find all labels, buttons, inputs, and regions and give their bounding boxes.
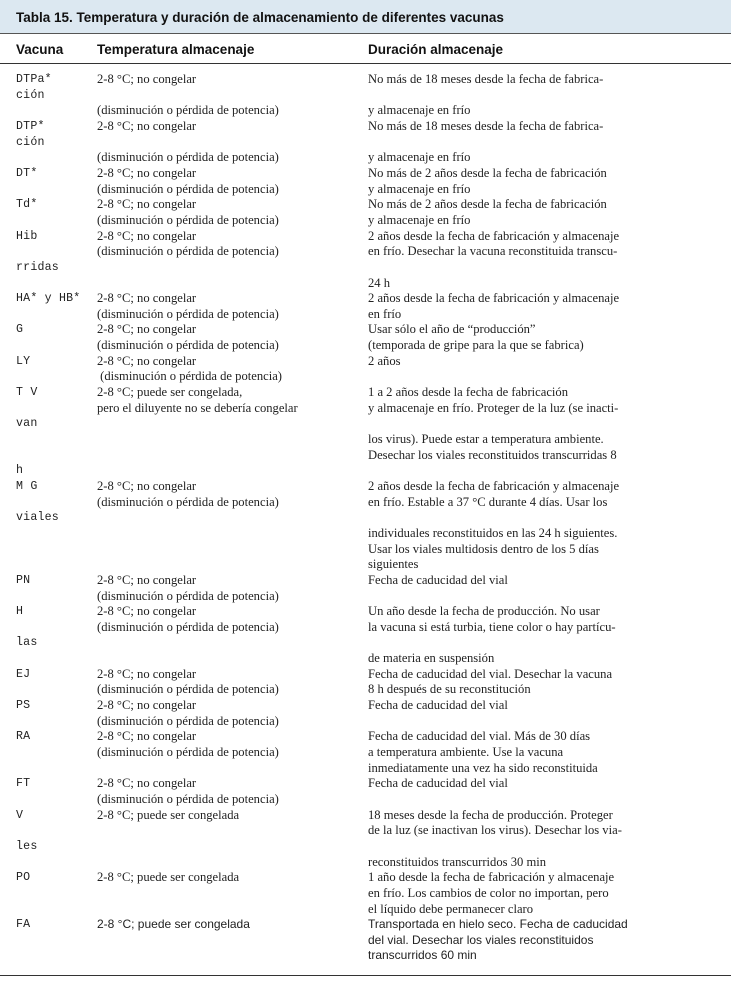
cell-temperatura: (disminución o pérdida de potencia): [97, 244, 279, 259]
cell-duracion: del vial. Desechar los viales reconstituidos: [368, 932, 594, 947]
cell-temperatura: 2-8 °C; no congelar: [97, 572, 197, 587]
table-title: Tabla 15. Temperatura y duración de almacenamiento de diferentes vacunas: [16, 10, 504, 25]
cell-vacuna: ción: [16, 88, 45, 102]
cell-temperatura: (disminución o pérdida de potencia): [97, 713, 279, 728]
cell-vacuna: las: [16, 636, 38, 650]
cell-temperatura: (disminución o pérdida de potencia): [97, 338, 279, 353]
cell-duracion: y almacenaje en frío: [368, 181, 471, 196]
cell-temperatura: (disminución o pérdida de potencia): [97, 791, 279, 806]
cell-vacuna: rridas: [16, 260, 59, 274]
cell-duracion: 1 año desde la fecha de fabricación y almacenaje: [368, 870, 615, 885]
cell-duracion: a temperatura ambiente. Use la vacuna: [368, 745, 564, 759]
cell-temperatura: 2-8 °C; no congelar: [97, 72, 197, 86]
cell-temperatura: (disminución o pérdida de potencia): [97, 150, 279, 165]
cell-duracion: 1 a 2 años desde la fecha de fabricación: [368, 385, 568, 399]
cell-duracion: en frío: [368, 306, 402, 321]
cell-duracion: Fecha de caducidad del vial. Más de 30 días: [368, 729, 591, 744]
cell-duracion: Fecha de caducidad del vial: [368, 776, 508, 791]
cell-duracion: (temporada de gripe para la que se fabrica): [368, 338, 584, 353]
cell-temperatura: 2-8 °C; no congelar: [97, 776, 197, 791]
cell-duracion: en frío. Estable a 37 °C durante 4 días. Usar los: [368, 494, 608, 509]
cell-vacuna: DTPa*: [16, 73, 52, 86]
cell-duracion: 2 años desde la fecha de fabricación y almacenaje: [368, 291, 620, 306]
cell-temperatura: 2-8 °C; no congelar: [97, 353, 197, 368]
cell-temperatura: 2-8 °C; no congelar: [97, 478, 197, 493]
cell-vacuna: G: [16, 323, 24, 337]
cell-duracion: 8 h después de su reconstitución: [368, 682, 531, 697]
cell-duracion: Fecha de caducidad del vial. Desechar la vacuna: [368, 666, 613, 681]
cell-duracion: Fecha de caducidad del vial: [368, 572, 508, 587]
cell-duracion: 2 años desde la fecha de fabricación y almacenaje: [368, 228, 620, 243]
cell-duracion: No más de 2 años desde la fecha de fabricación: [368, 165, 607, 180]
cell-vacuna: M G: [16, 479, 38, 493]
cell-temperatura: 2-8 °C; no congelar: [97, 165, 197, 180]
cell-duracion: individuales reconstituidos en las 24 h siguientes.: [368, 525, 618, 540]
cell-duracion: la vacuna si está turbia, tiene color o hay partícu-: [368, 619, 616, 634]
cell-temperatura: 2-8 °C; no congelar: [97, 698, 197, 712]
cell-temperatura: (disminución o pérdida de potencia): [97, 369, 283, 384]
cell-duracion: No más de 18 meses desde la fecha de fabrica-: [368, 119, 604, 133]
cell-temperatura: 2-8 °C; puede ser congelada: [97, 870, 240, 885]
cell-duracion: y almacenaje en frío. Proteger de la luz (se inacti-: [368, 400, 619, 415]
cell-vacuna: EJ: [16, 667, 31, 681]
header-temperatura: Temperatura almacenaje: [97, 42, 255, 57]
cell-duracion: No más de 2 años desde la fecha de fabricación: [368, 197, 607, 212]
cell-temperatura: (disminución o pérdida de potencia): [97, 306, 279, 321]
cell-temperatura: (disminución o pérdida de potencia): [97, 619, 279, 634]
cell-vacuna: les: [16, 839, 38, 853]
cell-duracion: 2 años: [368, 353, 401, 368]
cell-temperatura: 2-8 °C; no congelar: [97, 291, 197, 306]
table-bottom-rule: [0, 975, 731, 976]
cell-duracion: inmediatamente una vez ha sido reconstituida: [368, 760, 598, 775]
cell-duracion: de la luz (se inactivan los virus). Desechar los via-: [368, 823, 622, 838]
cell-duracion: y almacenaje en frío: [368, 150, 471, 165]
cell-duracion: reconstituidos transcurridos 30 min: [368, 854, 547, 869]
cell-duracion: No más de 18 meses desde la fecha de fabrica-: [368, 72, 604, 86]
cell-duracion: 24 h: [368, 275, 391, 290]
cell-duracion: siguientes: [368, 557, 419, 572]
cell-temperatura: 2-8 °C; puede ser congelada,: [97, 385, 243, 399]
cell-duracion: 18 meses desde la fecha de producción. Proteger: [368, 807, 613, 822]
cell-vacuna: T V: [16, 386, 38, 399]
cell-duracion: Usar los viales multidosis dentro de los 5 días: [368, 541, 599, 556]
header-vacuna: Vacuna: [16, 42, 64, 57]
header-divider: [0, 63, 731, 64]
cell-vacuna: van: [16, 417, 38, 431]
cell-vacuna: h: [16, 464, 24, 478]
cell-vacuna: viales: [16, 511, 59, 525]
cell-duracion: 2 años desde la fecha de fabricación y almacenaje: [368, 478, 620, 493]
cell-vacuna: Hib: [16, 229, 38, 243]
cell-temperatura: 2-8 °C; no congelar: [97, 228, 197, 243]
cell-temperatura: 2-8 °C; no congelar: [97, 666, 197, 681]
cell-duracion: en frío. Desechar la vacuna reconstituida transcu-: [368, 244, 618, 259]
cell-duracion: y almacenaje en frío: [368, 212, 471, 227]
cell-vacuna: FA: [16, 918, 31, 932]
cell-temperatura: 2-8 °C; no congelar: [97, 119, 197, 133]
header-duracion: Duración almacenaje: [368, 42, 504, 57]
cell-temperatura: pero el diluyente no se debería congelar: [97, 400, 298, 415]
cell-vacuna: RA: [16, 730, 31, 744]
cell-temperatura: (disminución o pérdida de potencia): [97, 494, 279, 509]
cell-temperatura: 2-8 °C; no congelar: [97, 322, 197, 337]
cell-temperatura: (disminución o pérdida de potencia): [97, 103, 279, 118]
cell-duracion: transcurridos 60 min: [368, 948, 477, 963]
cell-duracion: los virus). Puede estar a temperatura ambiente.: [368, 431, 604, 446]
cell-duracion: el líquido debe permanecer claro: [368, 901, 534, 916]
cell-vacuna: DT*: [16, 166, 38, 180]
cell-vacuna: LY: [16, 354, 31, 368]
cell-duracion: Fecha de caducidad del vial: [368, 698, 508, 712]
cell-temperatura: 2-8 °C; no congelar: [97, 197, 197, 212]
cell-temperatura: (disminución o pérdida de potencia): [97, 682, 279, 697]
cell-vacuna: V: [16, 808, 24, 822]
cell-duracion: en frío. Los cambios de color no importan, pero: [368, 885, 609, 900]
cell-temperatura: (disminución o pérdida de potencia): [97, 212, 279, 227]
cell-vacuna: PS: [16, 699, 31, 712]
cell-temperatura: (disminución o pérdida de potencia): [97, 588, 279, 603]
cell-vacuna: Td*: [16, 198, 38, 212]
cell-temperatura: 2-8 °C; no congelar: [97, 604, 197, 619]
cell-duracion: Usar sólo el año de “producción”: [368, 322, 536, 337]
cell-vacuna: PO: [16, 871, 31, 885]
table-title-bar: [0, 0, 731, 34]
cell-vacuna: H: [16, 605, 24, 619]
cell-temperatura: (disminución o pérdida de potencia): [97, 745, 279, 759]
cell-duracion: de materia en suspensión: [368, 651, 495, 666]
cell-temperatura: (disminución o pérdida de potencia): [97, 181, 279, 196]
cell-temperatura: 2-8 °C; no congelar: [97, 729, 197, 744]
cell-vacuna: HA* y HB*: [16, 292, 81, 306]
cell-duracion: Transportada en hielo seco. Fecha de caducidad: [368, 917, 628, 932]
cell-temperatura: 2-8 °C; puede ser congelada: [97, 807, 240, 822]
cell-vacuna: DTP*: [16, 120, 45, 133]
cell-vacuna: PN: [16, 573, 31, 587]
cell-duracion: y almacenaje en frío: [368, 103, 471, 118]
cell-vacuna: FT: [16, 777, 31, 791]
cell-duracion: Un año desde la fecha de producción. No usar: [368, 604, 600, 619]
cell-vacuna: ción: [16, 135, 45, 149]
cell-duracion: Desechar los viales reconstituidos transcurridas 8: [368, 447, 617, 462]
cell-temperatura: 2-8 °C; puede ser congelada: [97, 917, 250, 932]
